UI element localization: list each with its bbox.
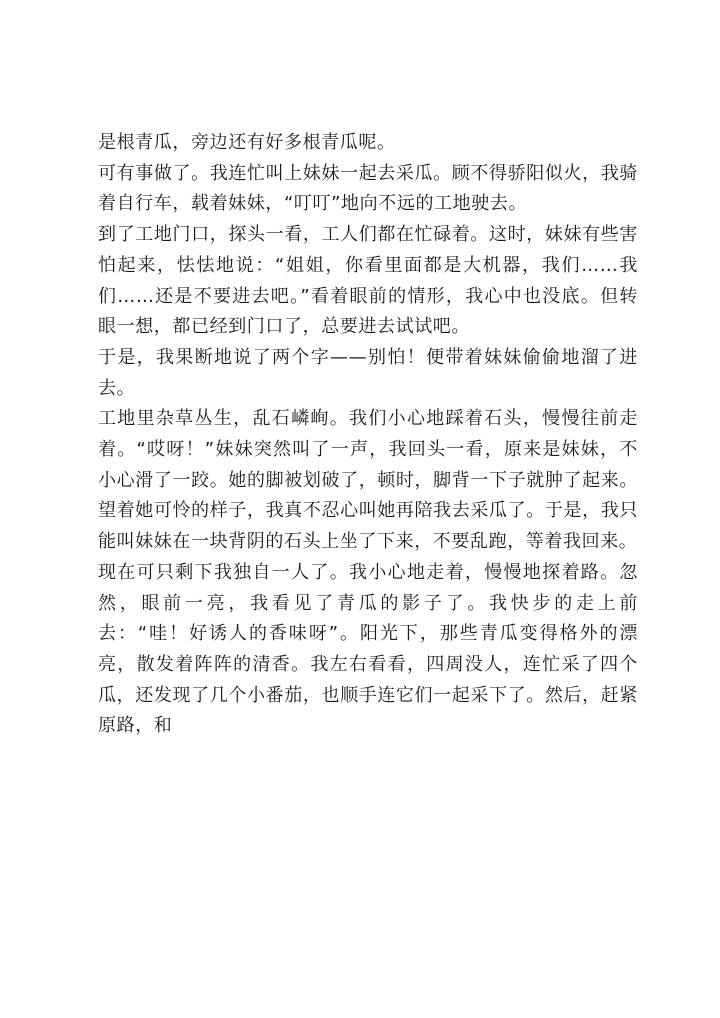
paragraph-2: 可有事做了。我连忙叫上妹妹一起去采瓜。顾不得骄阳似火，我骑着自行车，载着妹妹，“叮叮”地向不远的工地驶去。 xyxy=(98,162,638,215)
paragraph-5: 工地里杂草丛生，乱石嶙峋。我们小心地踩着石头，慢慢往前走着。“哎呀！”妹妹突然叫了一声，我回头一看，原来是妹妹，不小心滑了一跤。她的脚被划破了，顿时，脚背一下子就肿了起来。望着她可怜的样子，我真不忍心叫她再陪我去采瓜了。于是，我只能叫妹妹在一块背阴的石头上坐了下来，不要乱跑，等着我回来。 xyxy=(98,408,638,553)
article-body xyxy=(98,128,638,742)
paragraph-4: 于是，我果断地说了两个字——别怕！便带着妹妹偷偷地溜了进去。 xyxy=(98,346,638,399)
paragraph-6: 现在可只剩下我独自一人了。我小心地走着，慢慢地探着路。忽然，眼前一亮，我看见了青瓜的影子了。我快步的走上前去：“哇！好诱人的香味呀”。阳光下，那些青瓜变得格外的漂亮，散发着阵阵的清香。我左右看看，四周没人，连忙采了四个瓜，还发现了几个小番茄，也顺手连它们一起采下了。然后，赶紧原路，和 xyxy=(98,561,638,737)
paragraph-3: 到了工地门口，探头一看，工人们都在忙碌着。这时，妹妹有些害怕起来，怯怯地说：“姐姐，你看里面都是大机器，我们……我们……还是不要进去吧。”看着眼前的情形，我心中也没底。但转眼一想，都已经到门口了，总要进去试试吧。 xyxy=(98,224,638,338)
paragraph-1: 是根青瓜，旁边还有好多根青瓜呢。 xyxy=(98,132,396,153)
